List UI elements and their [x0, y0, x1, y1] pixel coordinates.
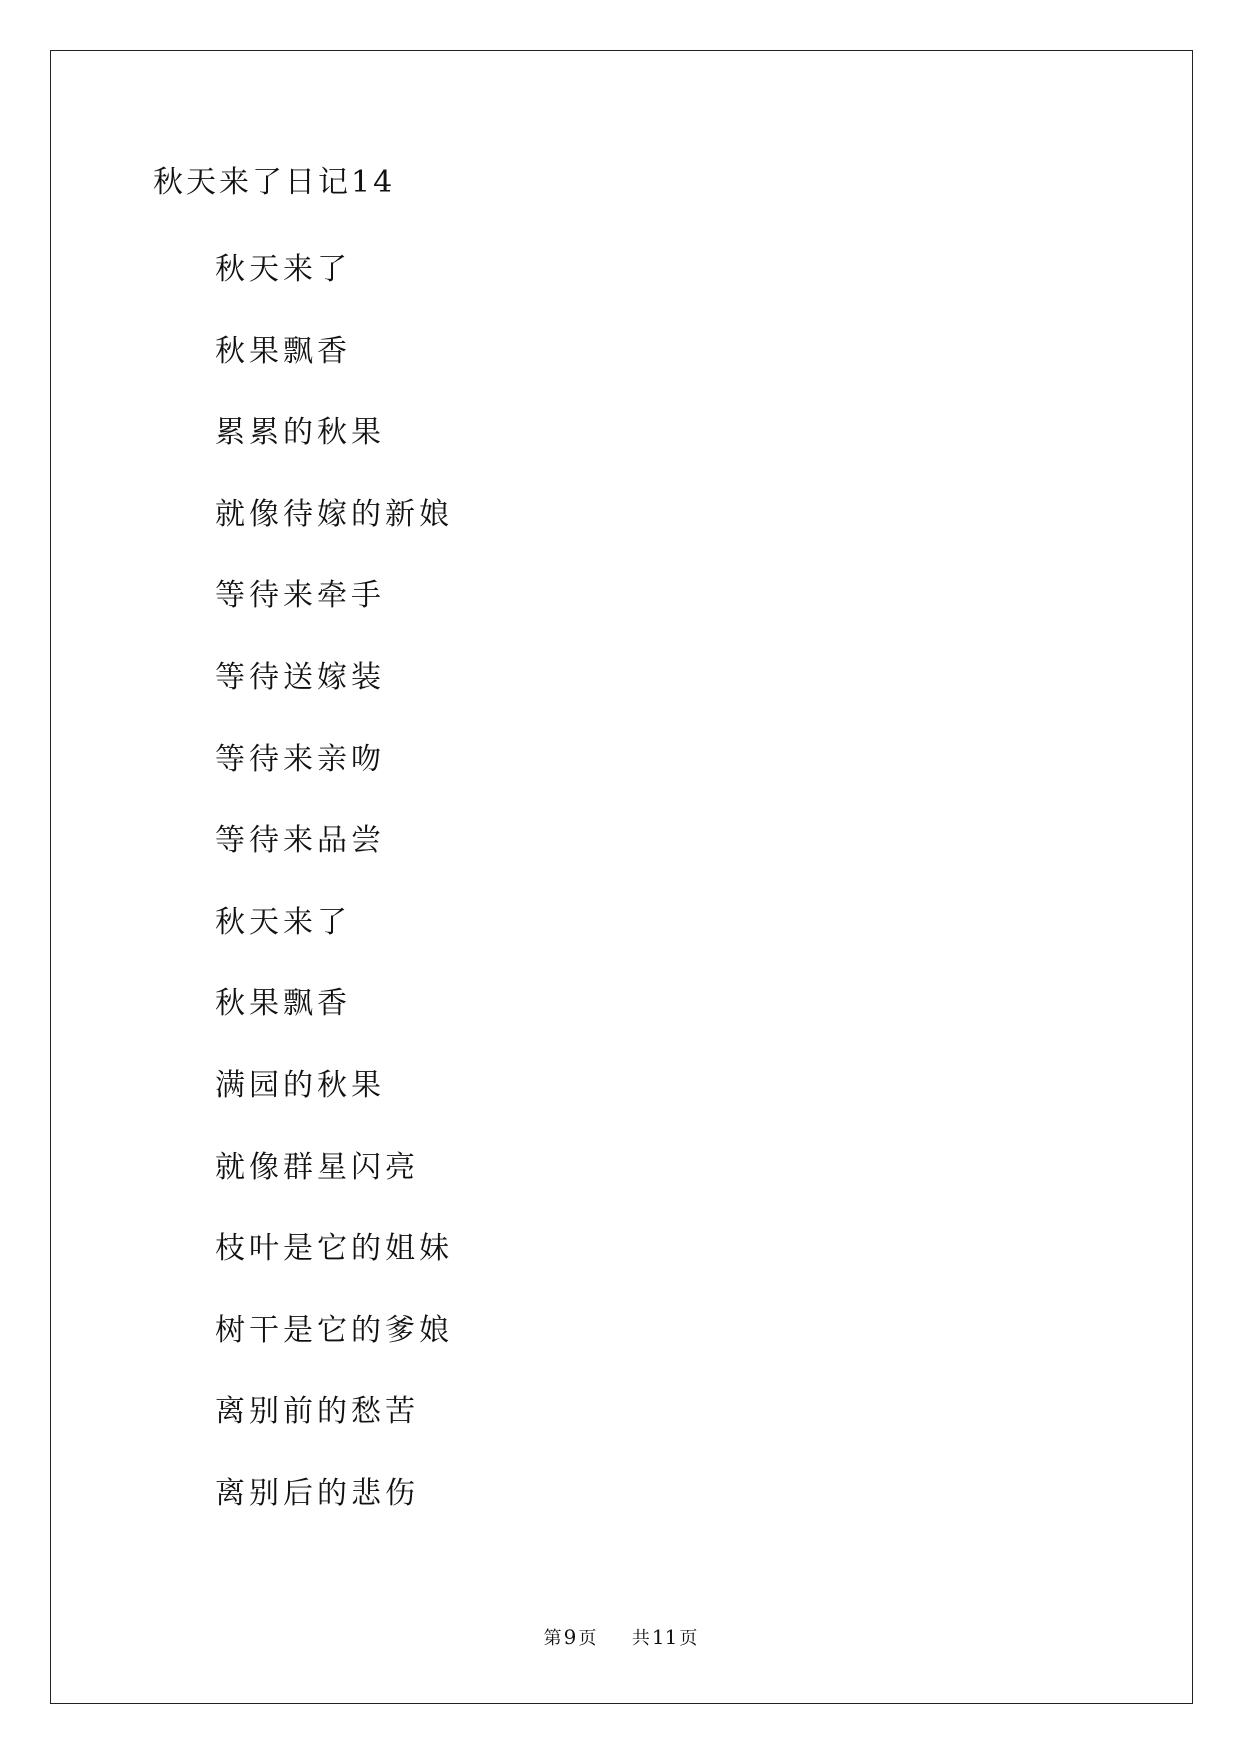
poem-line: 就像群星闪亮 — [215, 1149, 419, 1185]
poem-body — [215, 252, 453, 1561]
poem-line: 秋天来了 — [215, 252, 351, 287]
page-number — [543, 1625, 602, 1649]
poem-line: 就像待嫁的新娘 — [215, 496, 453, 532]
page-prefix: 第 — [543, 1628, 562, 1649]
poem-line: 秋果飘香 — [215, 333, 351, 369]
total-pages — [631, 1625, 698, 1649]
poem-line: 等待来品尝 — [215, 823, 385, 859]
page-footer — [0, 1627, 1241, 1648]
poem-line: 等待送嫁装 — [215, 659, 385, 695]
poem-line: 满园的秋果 — [215, 1067, 385, 1103]
poem-line: 等待来牵手 — [215, 578, 385, 614]
total-prefix: 共 — [631, 1628, 650, 1649]
poem-line: 树干是它的爹娘 — [215, 1312, 453, 1348]
poem-line: 秋天来了 — [215, 904, 351, 940]
poem-line: 累累的秋果 — [215, 415, 385, 451]
current-page-number: 9 — [563, 1625, 577, 1649]
poem-line: 等待来亲吻 — [215, 741, 385, 777]
document-title: 秋天来了日记14 — [153, 165, 396, 200]
poem-line: 秋果飘香 — [215, 986, 351, 1022]
poem-line: 离别前的愁苦 — [215, 1394, 419, 1430]
poem-line: 离别后的悲伤 — [215, 1475, 419, 1511]
total-page-count: 11 — [651, 1625, 678, 1649]
total-suffix: 页 — [679, 1628, 698, 1649]
poem-line: 枝叶是它的姐妹 — [215, 1231, 453, 1267]
page-suffix: 页 — [578, 1628, 597, 1649]
